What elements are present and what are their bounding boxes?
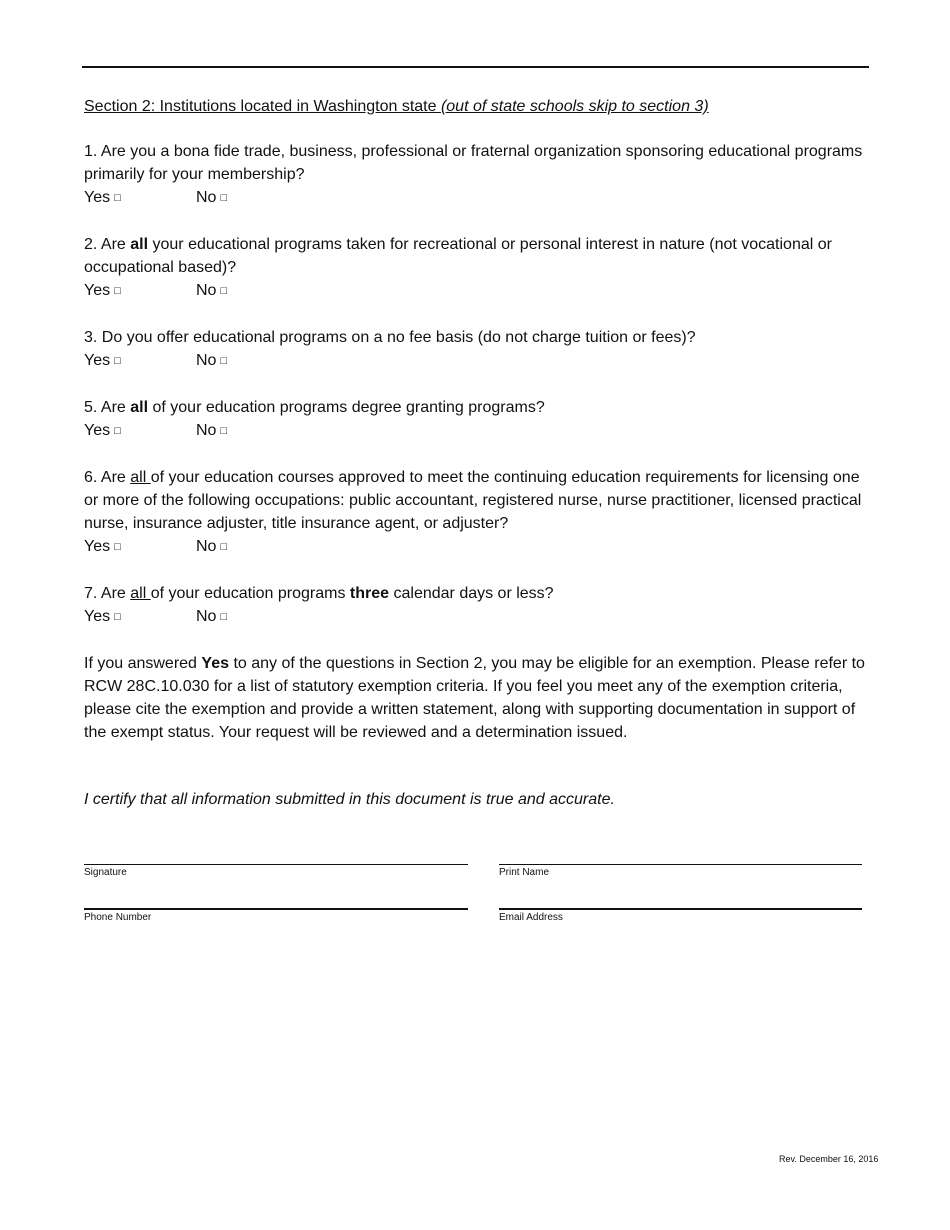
- question-2-text: [84, 233, 874, 279]
- question-3-no[interactable]: [196, 349, 227, 374]
- no-checkbox[interactable]: □: [220, 355, 228, 367]
- yes-checkbox[interactable]: □: [114, 285, 121, 297]
- question-6-yes[interactable]: [84, 535, 196, 560]
- exemption-post: to any of the questions in Section 2, you may be eligible for an exemption. Please refer to RCW 28C.10.030 for a list of statutory exemption criteria. If you feel you meet any of the exemption criteria, please cite the exemption and provide a written statement, along with supporting documentation in support of the exempt status. Your request will be reviewed and a determination issued.: [84, 655, 865, 741]
- question-2-options: [84, 279, 874, 304]
- no-label: No: [196, 282, 217, 299]
- question-6-no[interactable]: [196, 535, 227, 560]
- section-title-note: (out of state schools skip to section 3): [440, 98, 709, 115]
- yes-label: Yes: [84, 282, 111, 299]
- question-2-yes[interactable]: [84, 279, 196, 304]
- email-address-line[interactable]: [499, 908, 862, 910]
- yes-checkbox[interactable]: □: [114, 611, 121, 623]
- question-6-options: [84, 535, 874, 560]
- question-3: [84, 326, 874, 374]
- phone-number-line[interactable]: [84, 908, 468, 910]
- print-name-line[interactable]: [499, 864, 862, 865]
- question-6: [84, 466, 874, 560]
- question-6-underlined: all: [130, 469, 151, 486]
- section-title-main: Section 2: Institutions located in Washington state: [84, 98, 441, 115]
- question-1-text: 1. Are you a bona fide trade, business, professional or fraternal organization sponsoring educational programs primarily for your membership?: [84, 143, 863, 183]
- question-5: [84, 396, 874, 444]
- question-1-yes[interactable]: [84, 186, 196, 211]
- question-7-no[interactable]: [196, 605, 227, 630]
- question-6-pre: 6. Are: [84, 469, 131, 486]
- yes-checkbox[interactable]: □: [114, 355, 121, 367]
- question-5-pre: 5. Are: [84, 399, 131, 416]
- no-label: No: [196, 189, 217, 206]
- no-checkbox[interactable]: □: [220, 425, 228, 437]
- section-title: [84, 95, 874, 118]
- question-2: [84, 233, 874, 304]
- question-7-text: [84, 582, 874, 605]
- email-address-label: Email Address: [499, 912, 563, 923]
- no-label: No: [196, 352, 217, 369]
- question-7: [84, 582, 874, 630]
- yes-label: Yes: [84, 352, 111, 369]
- question-5-yes[interactable]: [84, 419, 196, 444]
- question-7-underlined: all: [130, 585, 151, 602]
- print-name-label: Print Name: [499, 867, 550, 878]
- question-5-no[interactable]: [196, 419, 227, 444]
- question-7-mid: of your education programs: [150, 585, 350, 602]
- question-3-options: [84, 349, 874, 374]
- question-7-yes[interactable]: [84, 605, 196, 630]
- question-2-post: your educational programs taken for recreational or personal interest in nature (not vocational or occupational based)?: [84, 236, 832, 276]
- question-1-no[interactable]: [196, 186, 227, 211]
- question-3-yes[interactable]: [84, 349, 196, 374]
- section-2-content: [84, 95, 874, 811]
- question-5-emphasis: all: [130, 399, 149, 416]
- question-7-options: [84, 605, 874, 630]
- exemption-pre: If you answered: [84, 655, 202, 672]
- question-6-text: [84, 466, 874, 535]
- signature-line[interactable]: [84, 864, 468, 865]
- question-6-post: of your education courses approved to meet the continuing education requirements for licensing one or more of the following occupations: public accountant, registered nurse, nurse practitioner, licensed practical nurse, insurance adjuster, title insurance agent, or adjuster?: [84, 469, 862, 532]
- exemption-paragraph: [84, 652, 874, 744]
- question-1: [84, 140, 874, 211]
- no-label: No: [196, 608, 217, 625]
- question-1-options: [84, 186, 874, 211]
- exemption-emphasis: Yes: [201, 655, 229, 672]
- question-2-pre: 2. Are: [84, 236, 131, 253]
- yes-label: Yes: [84, 608, 111, 625]
- question-7-emphasis: three: [349, 585, 390, 602]
- no-checkbox[interactable]: □: [220, 192, 228, 204]
- signature-label: Signature: [84, 867, 127, 878]
- question-7-post: calendar days or less?: [389, 585, 554, 602]
- no-checkbox[interactable]: □: [220, 541, 228, 553]
- yes-label: Yes: [84, 189, 111, 206]
- question-5-options: [84, 419, 874, 444]
- phone-number-label: Phone Number: [84, 912, 152, 923]
- yes-checkbox[interactable]: □: [114, 541, 121, 553]
- revision-date: Rev. December 16, 2016: [779, 1154, 879, 1164]
- no-checkbox[interactable]: □: [220, 611, 228, 623]
- top-divider: [82, 66, 869, 68]
- question-5-text: [84, 396, 874, 419]
- question-5-post: of your education programs degree granting programs?: [148, 399, 545, 416]
- no-checkbox[interactable]: □: [220, 285, 228, 297]
- question-3-text: 3. Do you offer educational programs on a no fee basis (do not charge tuition or fees)?: [84, 329, 696, 346]
- certification-statement: I certify that all information submitted in this document is true and accurate.: [84, 791, 615, 808]
- yes-checkbox[interactable]: □: [114, 192, 121, 204]
- yes-label: Yes: [84, 422, 111, 439]
- question-2-emphasis: all: [130, 236, 149, 253]
- no-label: No: [196, 422, 217, 439]
- yes-checkbox[interactable]: □: [114, 425, 121, 437]
- question-2-no[interactable]: [196, 279, 227, 304]
- yes-label: Yes: [84, 538, 111, 555]
- no-label: No: [196, 538, 217, 555]
- question-7-pre: 7. Are: [84, 585, 131, 602]
